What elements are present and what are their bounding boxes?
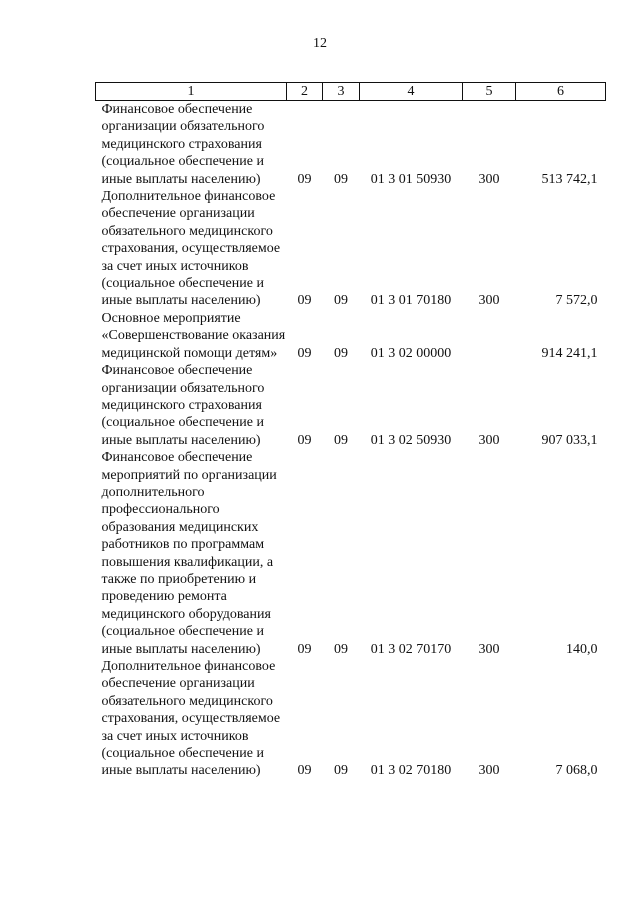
- row-subsection: 09: [334, 345, 348, 361]
- row-section: 09: [297, 171, 312, 187]
- table-row: [96, 362, 606, 449]
- row-amount: 513 742,1: [541, 171, 598, 187]
- row-section: 09: [297, 432, 312, 448]
- row-section: 09: [297, 345, 312, 361]
- row-target-article: 01 3 02 70170: [370, 641, 452, 657]
- page-number: 12: [313, 36, 327, 51]
- row-amount: 7 572,0: [555, 293, 598, 309]
- row-expense-type: 300: [478, 432, 500, 448]
- row-section: 09: [297, 641, 312, 657]
- row-amount: 907 033,1: [541, 432, 598, 448]
- row-subsection: 09: [334, 293, 348, 309]
- row-section: 09: [297, 293, 312, 309]
- row-name: Основное мероприятие «Совершенствование оказания медицинской помощи детям»: [101, 310, 286, 361]
- row-name: Финансовое обеспечение мероприятий по организации дополнительного профессионального образования медицинских работников по программам повышения квалификации, а также по приобретению и проведению ремонта медицинского оборудования (социальное обеспечение и иные выплаты населению): [101, 450, 277, 657]
- row-expense-type: 300: [478, 171, 500, 187]
- header-col-5: 5: [463, 83, 516, 101]
- row-subsection: 09: [334, 171, 348, 187]
- header-col-4: 4: [360, 83, 463, 101]
- row-target-article: 01 3 02 50930: [370, 432, 452, 448]
- row-section: 09: [297, 763, 312, 779]
- row-name: Дополнительное финансовое обеспечение организации обязательного медицинского страхования, осуществляемое за счет иных источников (социальное обеспечение и иные выплаты населению): [101, 189, 281, 309]
- row-expense-type: 300: [478, 641, 500, 657]
- header-col-3: 3: [323, 83, 360, 101]
- header-row: [96, 83, 606, 101]
- row-subsection: 09: [334, 763, 348, 779]
- row-amount: 7 068,0: [555, 763, 598, 779]
- row-target-article: 01 3 02 00000: [370, 345, 452, 361]
- table-row: [96, 101, 606, 189]
- budget-table: [95, 82, 606, 780]
- header-col-6: 6: [516, 83, 606, 101]
- row-name: Финансовое обеспечение организации обязательного медицинского страхования (социальное обеспечение и иные выплаты населению): [101, 102, 265, 187]
- row-subsection: 09: [334, 432, 348, 448]
- row-name: Финансовое обеспечение организации обязательного медицинского страхования (социальное обеспечение и иные выплаты населению): [101, 363, 265, 448]
- row-expense-type: [463, 310, 516, 362]
- row-target-article: 01 3 01 70180: [370, 293, 452, 309]
- table-row: [96, 310, 606, 362]
- row-amount: 140,0: [566, 641, 598, 657]
- row-name: Дополнительное финансовое обеспечение организации обязательного медицинского страхования, осуществляемое за счет иных источников (социальное обеспечение и иные выплаты населению): [101, 659, 281, 779]
- row-target-article: 01 3 01 50930: [370, 171, 452, 187]
- row-amount: 914 241,1: [541, 345, 598, 361]
- row-expense-type: 300: [478, 293, 500, 309]
- row-subsection: 09: [334, 641, 348, 657]
- row-expense-type: 300: [478, 763, 500, 779]
- table-row: [96, 658, 606, 780]
- header-col-1: 1: [96, 83, 287, 101]
- table-row: [96, 449, 606, 658]
- table-row: [96, 188, 606, 310]
- row-target-article: 01 3 02 70180: [370, 763, 452, 779]
- header-col-2: 2: [287, 83, 323, 101]
